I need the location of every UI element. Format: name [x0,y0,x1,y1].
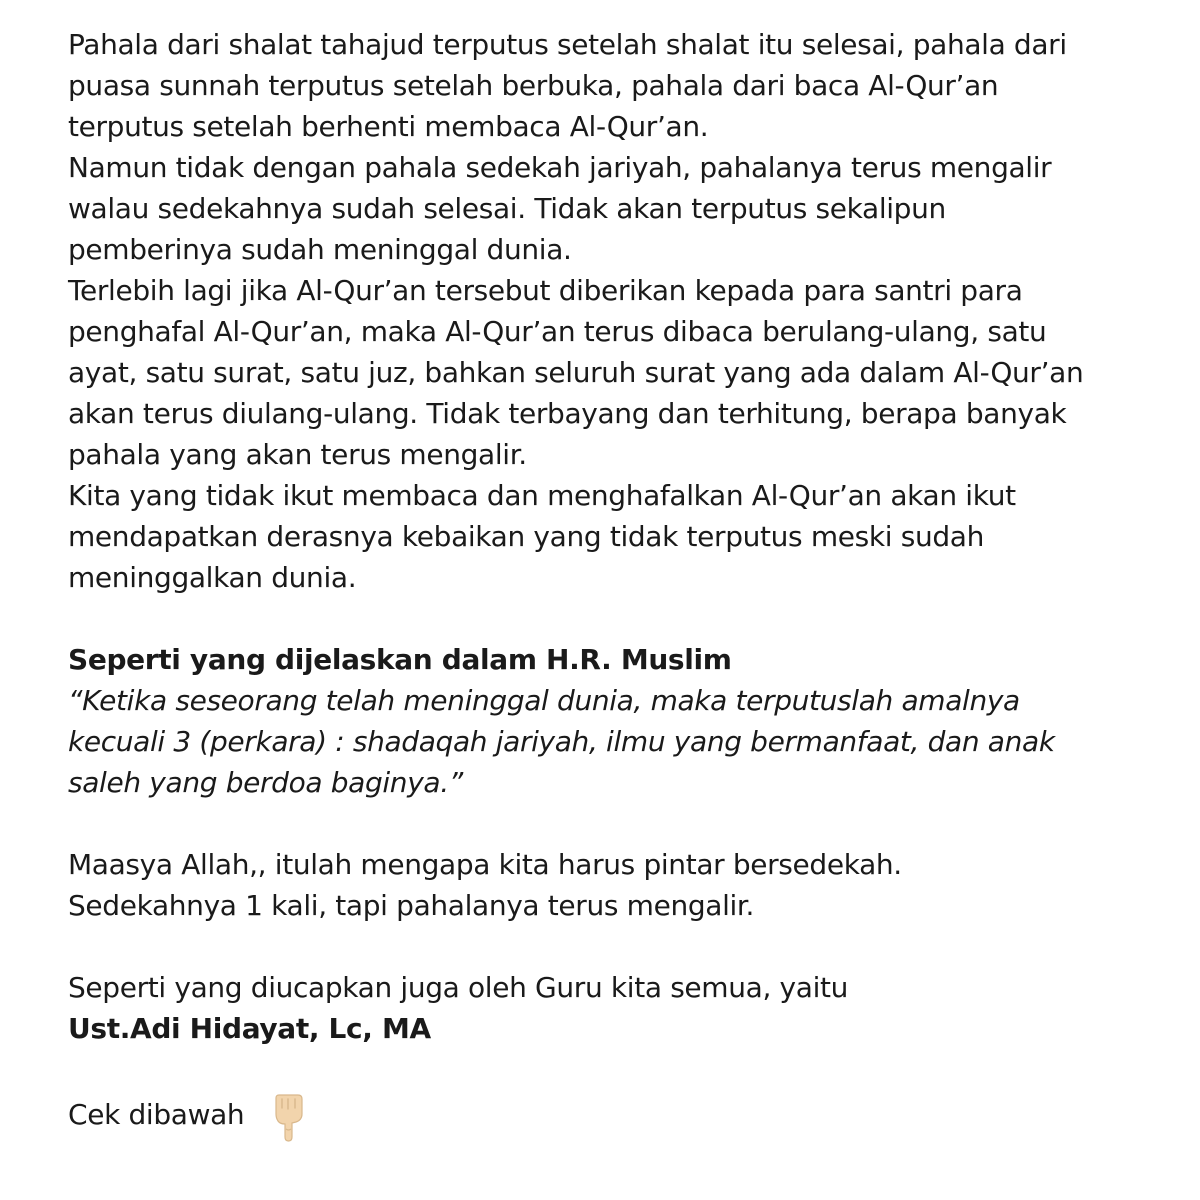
text-line: Maasya Allah,, itulah mengapa kita harus pintar bersedekah. [68,848,902,881]
text-line: mendapatkan derasnya kebaikan yang tidak terputus meski sudah [68,520,984,553]
text-line: puasa sunnah terputus setelah berbuka, pahala dari baca Al-Qur’an [68,69,999,102]
spacer [68,926,1178,967]
text-line: walau sedekahnya sudah selesai. Tidak akan terputus sekalipun [68,192,946,225]
paragraph-sedekah-jariyah [68,147,1178,270]
paragraph-santri [68,270,1178,475]
paragraph-kebaikan [68,475,1178,598]
text-line: pahala yang akan terus mengalir. [68,438,527,471]
pointing-down-hand-icon [268,1094,308,1142]
text-line: akan terus diulang-ulang. Tidak terbayang dan terhitung, berapa banyak [68,397,1067,430]
spacer [68,1049,1178,1090]
hadith-heading: Seperti yang dijelaskan dalam H.R. Muslim [68,643,732,676]
spacer [68,598,1178,639]
text-line: meninggalkan dunia. [68,561,357,594]
cta-row [68,1090,1178,1138]
paragraph-tahajud [68,24,1178,147]
text-line: pemberinya sudah meninggal dunia. [68,233,572,266]
text-line: Kita yang tidak ikut membaca dan menghafalkan Al-Qur’an akan ikut [68,479,1016,512]
closing-section [68,844,1178,926]
attribution-name: Ust.Adi Hidayat, Lc, MA [68,1012,431,1045]
cta-text: Cek dibawah [68,1097,245,1131]
text-line: terputus setelah berhenti membaca Al-Qur’an. [68,110,709,143]
text-line: Pahala dari shalat tahajud terputus setelah shalat itu selesai, pahala dari [68,28,1067,61]
text-line: ayat, satu surat, satu juz, bahkan seluruh surat yang ada dalam Al-Qur’an [68,356,1084,389]
text-line: Namun tidak dengan pahala sedekah jariyah, pahalanya terus mengalir [68,151,1052,184]
text-line: Sedekahnya 1 kali, tapi pahalanya terus mengalir. [68,889,755,922]
text-line: Terlebih lagi jika Al-Qur’an tersebut diberikan kepada para santri para [68,274,1023,307]
hadith-section [68,639,1178,803]
hadith-quote-line: kecuali 3 (perkara) : shadaqah jariyah, ilmu yang bermanfaat, dan anak [68,725,1055,758]
hadith-quote-line: saleh yang berdoa baginya.” [68,766,463,799]
hadith-quote-line: “Ketika seseorang telah meninggal dunia, maka terputuslah amalnya [68,684,1020,717]
text-line: penghafal Al-Qur’an, maka Al-Qur’an terus dibaca berulang-ulang, satu [68,315,1047,348]
attribution-section [68,967,1178,1049]
document-body [68,24,1178,1138]
attribution-intro: Seperti yang diucapkan juga oleh Guru kita semua, yaitu [68,971,849,1004]
spacer [68,803,1178,844]
